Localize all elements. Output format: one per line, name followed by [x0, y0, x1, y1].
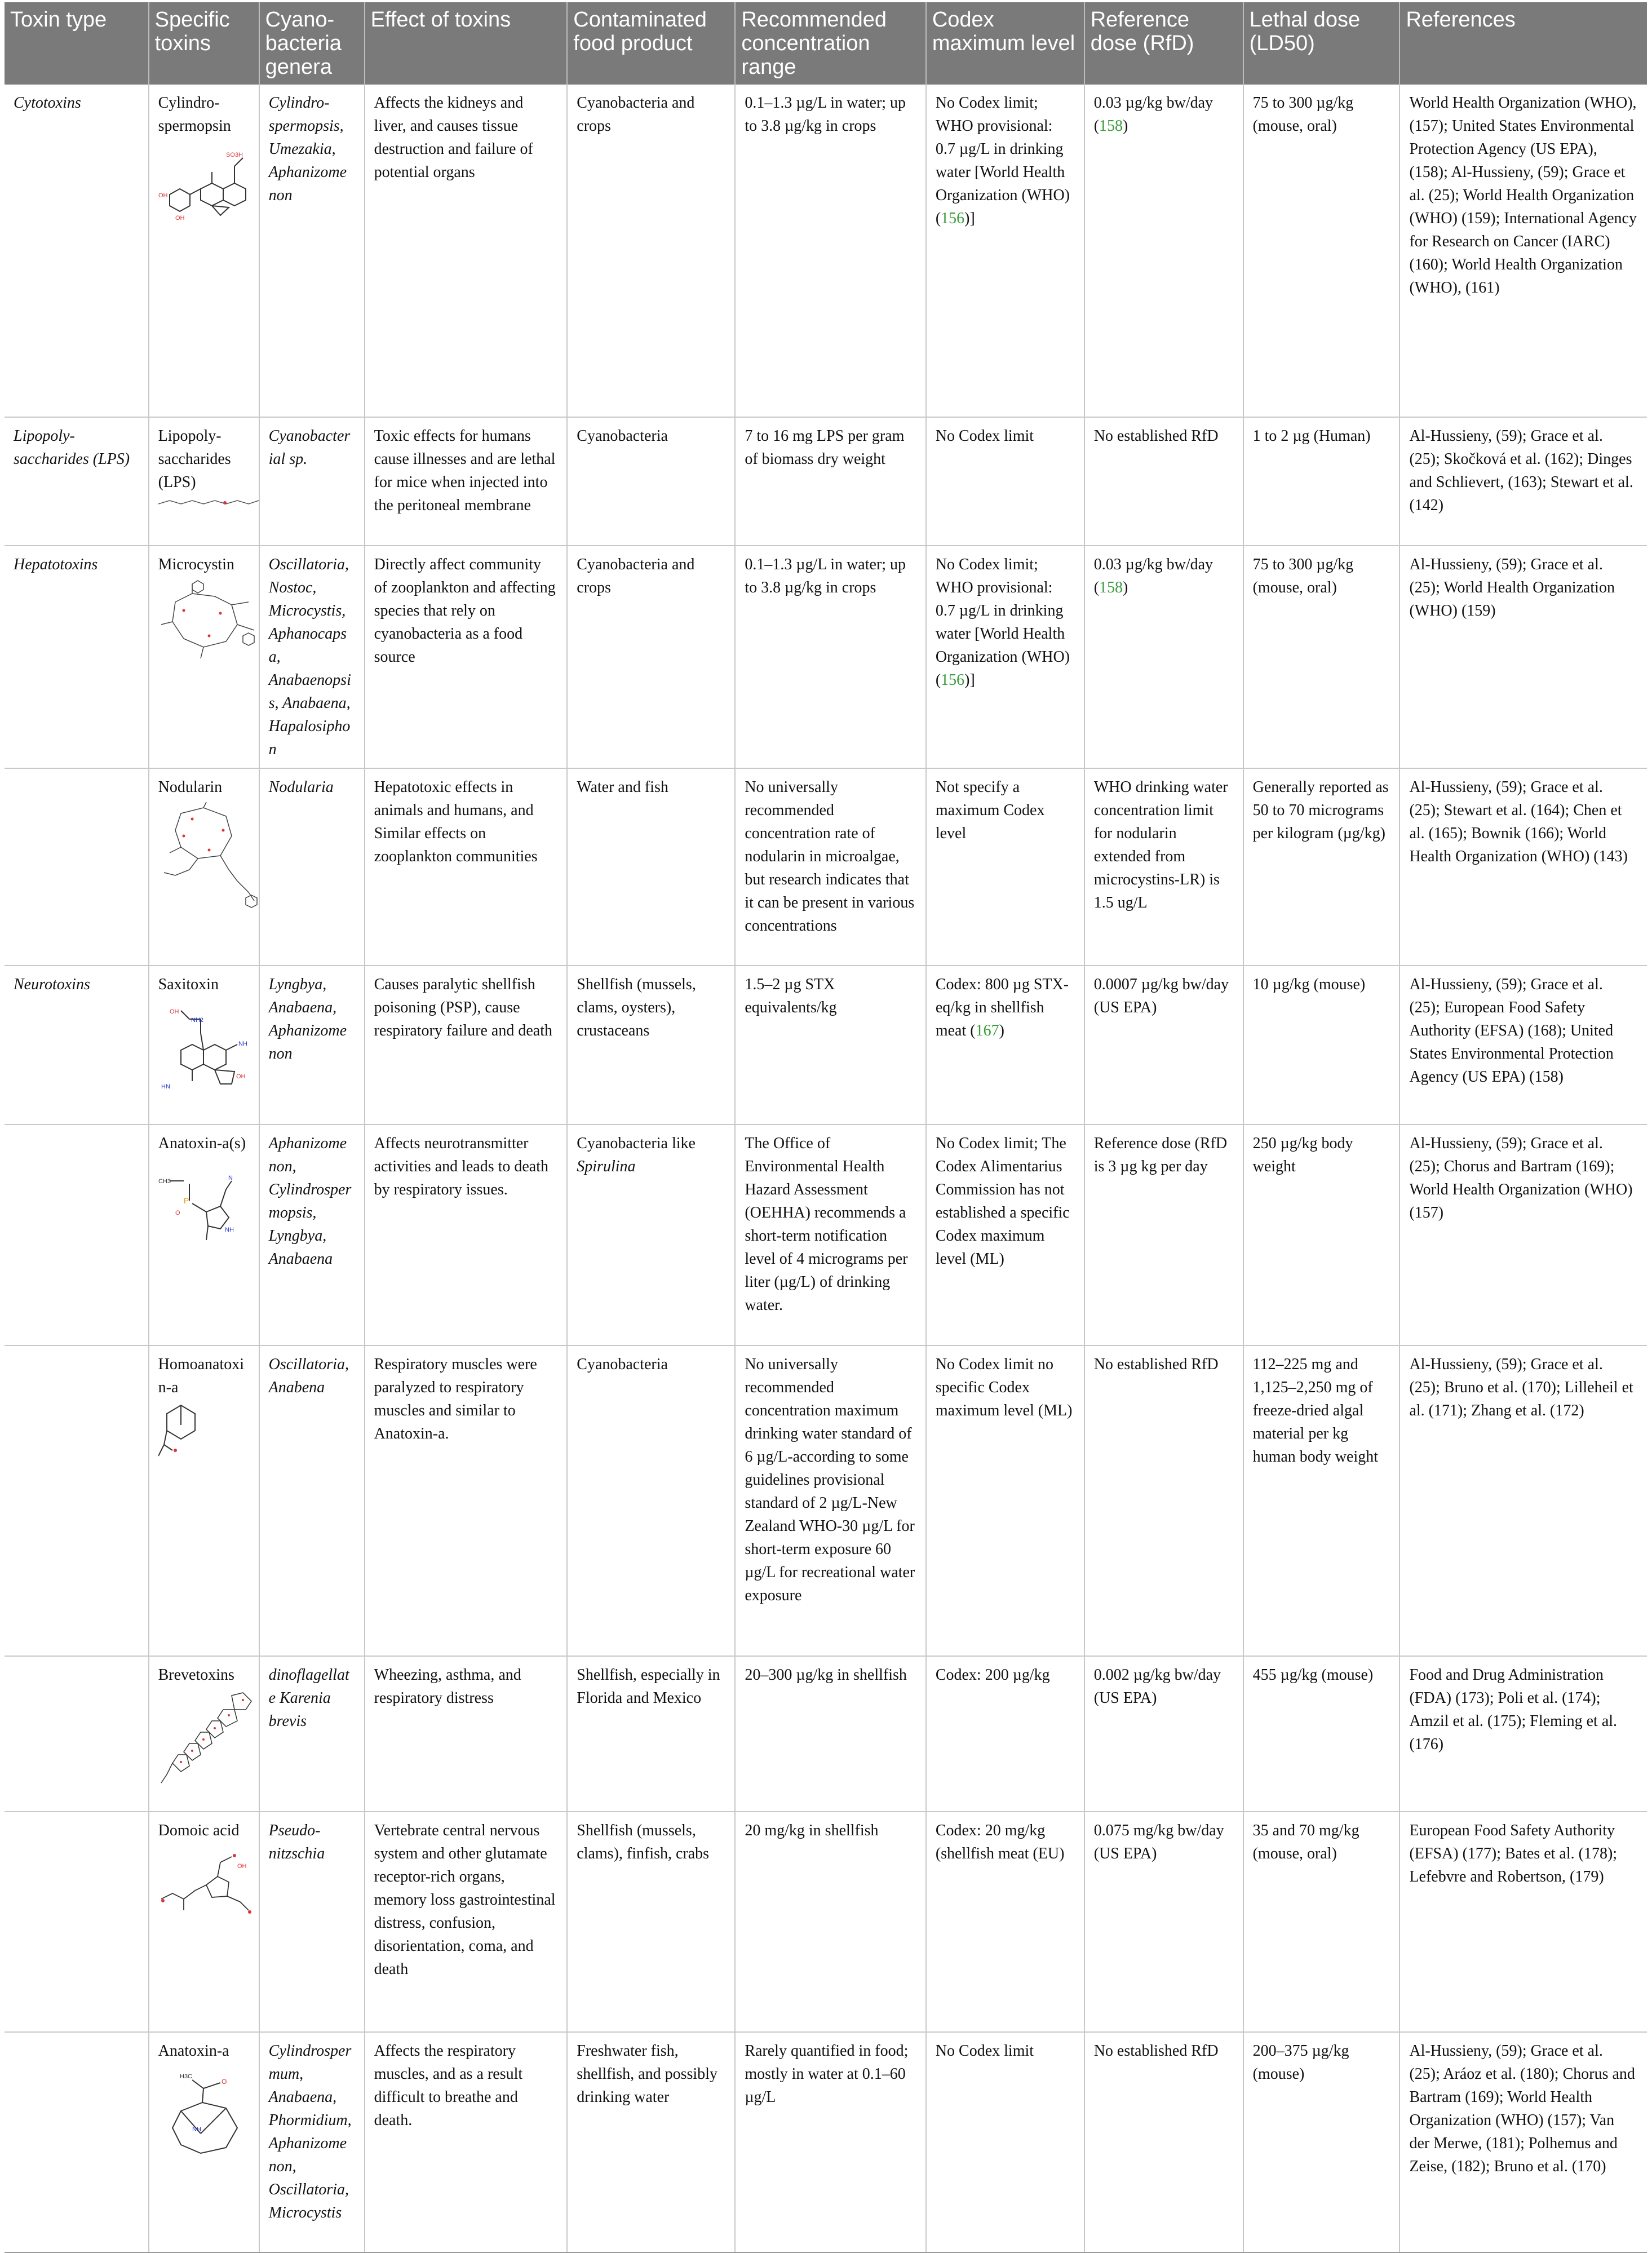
codex-cell [926, 85, 1084, 417]
specific-toxin-cell [149, 966, 259, 1125]
ana-s-ch3-label: CH3 [158, 1178, 171, 1185]
concentration-cell: No universally recommended concentration maximum drinking water standard of 6 µg/L-according to some guidelines provisional standard of 2 µg/L-New Zealand WHO-30 µg/L for short-term exposure 60 µg/L for recreational water exposure [735, 1345, 925, 1656]
table-row [5, 1812, 1647, 2032]
food-cell: Cyanobacteria [567, 417, 735, 546]
table-row [5, 2032, 1647, 2252]
genera-cell: Pseudo-nitzschia [259, 1812, 365, 2032]
codex-text-end: ) [999, 1022, 1004, 1039]
sax-oh2-label: OH [236, 1073, 246, 1080]
food-cell [567, 1125, 735, 1345]
toxin-table [5, 2, 1647, 2253]
toxin-type-cell: Neurotoxins [5, 966, 149, 1125]
header-codex: Codex maximum level [926, 2, 1084, 85]
rfd-cell: 0.0007 µg/kg bw/day (US EPA) [1084, 966, 1243, 1125]
rfd-text: 0.03 µg/kg bw/day ( [1093, 556, 1213, 596]
sax-oh-label: OH [169, 1008, 179, 1015]
effect-cell: Hepatotoxic effects in animals and humans, and Similar effects on zooplankton communities [365, 768, 568, 966]
codex-cell: No Codex limit; The Codex Alimentarius Commission has not established a specific Codex maximum level (ML) [926, 1125, 1084, 1345]
toxin-name: Domoic acid [158, 1822, 240, 1839]
header-references: References [1399, 2, 1647, 85]
effect-cell: Directly affect community of zooplankton and affecting species that rely on cyanobacteria as a food source [365, 546, 568, 768]
table-header-row [5, 2, 1647, 85]
toxin-type-cell: Cytotoxins [5, 85, 149, 417]
ld50-cell: 1 to 2 µg (Human) [1243, 417, 1400, 546]
food-text-italic: Spirulina [577, 1158, 636, 1175]
toxin-name: Lipopoly-saccharides (LPS) [158, 427, 231, 491]
codex-cell: No Codex limit no specific Codex maximum level (ML) [926, 1345, 1084, 1656]
table-row [5, 768, 1647, 966]
homoanatoxin-structure-icon [158, 1402, 249, 1459]
lps-structure-icon [158, 497, 249, 508]
ld50-cell: 250 µg/kg body weight [1243, 1125, 1400, 1345]
toxin-type-cell [5, 1345, 149, 1656]
rfd-text-end: ) [1123, 579, 1128, 596]
toxin-type-cell [5, 1812, 149, 2032]
toxin-type-cell [5, 768, 149, 966]
rfd-cell: Reference dose (RfD is 3 µg kg per day [1084, 1125, 1243, 1345]
table-row [5, 417, 1647, 546]
genera-cell: Lyngbya, Anabaena, Aphanizomenon [259, 966, 365, 1125]
nodularin-structure-icon [158, 802, 249, 915]
cyl-so3h-label: SO3H [225, 152, 243, 158]
toxin-type-cell: Lipopoly-saccharides (LPS) [5, 417, 149, 546]
codex-cell: No Codex limit [926, 2032, 1084, 2252]
codex-text-end: )] [964, 671, 975, 689]
food-cell: Shellfish (mussels, clams, oysters), crustaceans [567, 966, 735, 1125]
dom-oh-label: OH [237, 1863, 247, 1870]
rfd-cell: No established RfD [1084, 1345, 1243, 1656]
cylindrospermopsin-structure-icon [158, 141, 249, 225]
domoic-acid-structure-icon [158, 1845, 249, 1924]
food-cell: Water and fish [567, 768, 735, 966]
rfd-text-end: ) [1123, 117, 1128, 135]
rfd-cell: 0.075 mg/kg bw/day (US EPA) [1084, 1812, 1243, 2032]
concentration-cell: 20–300 µg/kg in shellfish [735, 1656, 925, 1812]
concentration-cell: 0.1–1.3 µg/L in water; up to 3.8 µg/kg in crops [735, 85, 925, 417]
references-cell: Al-Hussieny, (59); Grace et al. (25); World Health Organization (WHO) (159) [1399, 546, 1647, 768]
references-cell: World Health Organization (WHO), (157); United States Environmental Protection Agency (US EPA), (158); Al-Hussieny, (59); Grace et al. (25); World Health Organization (WHO) (159); International Agency for Research on Cancer (IARC) (160); World Health Organization (WHO), (161) [1399, 85, 1647, 417]
ana-s-nh-label: NH [224, 1227, 234, 1233]
specific-toxin-cell [149, 768, 259, 966]
ld50-cell: 455 µg/kg (mouse) [1243, 1656, 1400, 1812]
ld50-cell: 112–225 mg and 1,125–2,250 mg of freeze-dried algal material per kg human body weight [1243, 1345, 1400, 1656]
codex-cell: No Codex limit [926, 417, 1084, 546]
header-toxin-type: Toxin type [5, 2, 149, 85]
table-row [5, 1656, 1647, 1812]
effect-cell: Affects the kidneys and liver, and causes tissue destruction and failure of potential organs [365, 85, 568, 417]
effect-cell: Affects neurotransmitter activities and leads to death by respiratory issues. [365, 1125, 568, 1345]
codex-text: No Codex limit; WHO provisional: 0.7 µg/L in drinking water [World Health Organization (WHO) ( [935, 556, 1070, 689]
codex-text: No Codex limit; WHO provisional: 0.7 µg/L in drinking water [World Health Organization (WHO) ( [935, 94, 1070, 227]
specific-toxin-cell [149, 1125, 259, 1345]
genera-cell [259, 417, 365, 546]
concentration-cell: 7 to 16 mg LPS per gram of biomass dry weight [735, 417, 925, 546]
ana-s-o-label: O [175, 1210, 180, 1216]
header-genera: Cyano-bacteria genera [259, 2, 365, 85]
anatoxin-a-structure-icon [158, 2066, 249, 2162]
references-cell: Al-Hussieny, (59); Grace et al. (25); Skočková et al. (162); Dinges and Schlievert, (163); Stewart et al. (142) [1399, 417, 1647, 546]
references-cell: Al-Hussieny, (59); Grace et al. (25); European Food Safety Authority (EFSA) (168); United States Environmental Protection Agency (US EPA) (158) [1399, 966, 1647, 1125]
concentration-cell: 1.5–2 µg STX equivalents/kg [735, 966, 925, 1125]
genera-cell: Nodularia [259, 768, 365, 966]
ld50-cell: 75 to 300 µg/kg (mouse, oral) [1243, 546, 1400, 768]
effect-cell: Toxic effects for humans cause illnesses and are lethal for mice when injected into the peritoneal membrane [365, 417, 568, 546]
codex-cell: Not specify a maximum Codex level [926, 768, 1084, 966]
genera-cell: Oscillatoria, Nostoc, Microcystis, Aphanocapsa, Anabaenopsis, Anabaena, Hapalosiphon [259, 546, 365, 768]
references-cell: Al-Hussieny, (59); Grace et al. (25); Stewart et al. (164); Chen et al. (165); Bownik (166); World Health Organization (WHO) (143) [1399, 768, 1647, 966]
header-food: Contaminated food product [567, 2, 735, 85]
header-specific-toxins: Specific toxins [149, 2, 259, 85]
specific-toxin-cell [149, 1812, 259, 2032]
references-cell: Al-Hussieny, (59); Grace et al. (25); Aráoz et al. (180); Chorus and Bartram (169); World Health Organization (WHO) (157); Van der Merwe, (181); Polhemus and Zeise, (182); Bruno et al. (170) [1399, 2032, 1647, 2252]
specific-toxin-cell [149, 85, 259, 417]
effect-cell: Wheezing, asthma, and respiratory distress [365, 1656, 568, 1812]
citation-link[interactable]: 158 [1099, 117, 1123, 135]
rfd-cell: No established RfD [1084, 417, 1243, 546]
toxin-type-cell [5, 1125, 149, 1345]
ana-s-p-label: P [183, 1196, 189, 1205]
cyl-oh-label: OH [158, 192, 168, 199]
food-cell: Freshwater fish, shellfish, and possibly drinking water [567, 2032, 735, 2252]
references-cell: European Food Safety Authority (EFSA) (177); Bates et al. (178); Lefebvre and Robertson, (179) [1399, 1812, 1647, 2032]
references-cell: Al-Hussieny, (59); Grace et al. (25); Chorus and Bartram (169); World Health Organization (WHO) (157) [1399, 1125, 1647, 1345]
ana-s-n-label: N [228, 1175, 233, 1181]
genera-cell: Oscillatoria, Anabena [259, 1345, 365, 1656]
toxin-name: Brevetoxins [158, 1666, 234, 1684]
toxin-name: Anatoxin-a(s) [158, 1135, 246, 1152]
toxin-name: Saxitoxin [158, 976, 219, 993]
cyl-oh-label-2: OH [175, 215, 185, 222]
concentration-cell: Rarely quantified in food; mostly in water at 0.1–60 µg/L [735, 2032, 925, 2252]
concentration-cell: 0.1–1.3 µg/L in water; up to 3.8 µg/kg in crops [735, 546, 925, 768]
effect-cell: Causes paralytic shellfish poisoning (PSP), cause respiratory failure and death [365, 966, 568, 1125]
toxin-name: Anatoxin-a [158, 2042, 229, 2060]
specific-toxin-cell [149, 417, 259, 546]
header-effect: Effect of toxins [365, 2, 568, 85]
references-cell: Food and Drug Administration (FDA) (173); Poli et al. (174); Amzil et al. (175); Fleming et al. (176) [1399, 1656, 1647, 1812]
food-cell: Cyanobacteria [567, 1345, 735, 1656]
header-concentration: Recommended concentration range [735, 2, 925, 85]
rfd-cell: 0.002 µg/kg bw/day (US EPA) [1084, 1656, 1243, 1812]
codex-cell: Codex: 20 mg/kg (shellfish meat (EU) [926, 1812, 1084, 2032]
codex-text: Codex: 800 µg STX-eq/kg in shellfish meat ( [935, 976, 1069, 1039]
citation-link[interactable]: 156 [941, 671, 965, 689]
sax-hn-label: HN [161, 1083, 170, 1090]
food-cell: Cyanobacteria and crops [567, 85, 735, 417]
toxin-name: Nodularin [158, 778, 223, 796]
codex-cell [926, 546, 1084, 768]
header-ld50: Lethal dose (LD50) [1243, 2, 1400, 85]
references-cell: Al-Hussieny, (59); Grace et al. (25); Bruno et al. (170); Lilleheil et al. (171); Zhang et al. (172) [1399, 1345, 1647, 1656]
rfd-cell [1084, 546, 1243, 768]
codex-text-end: )] [964, 210, 975, 227]
toxin-type-cell [5, 2032, 149, 2252]
concentration-cell: No universally recommended concentration rate of nodularin in microalgae, but research indicates that it can be present in various concentrations [735, 768, 925, 966]
concentration-cell: The Office of Environmental Health Hazard Assessment (OEHHA) recommends a short-term notification level of 4 micrograms per liter (µg/L) of drinking water. [735, 1125, 925, 1345]
food-cell: Shellfish, especially in Florida and Mexico [567, 1656, 735, 1812]
genera-cell: Cylindro-spermopsis, Umezakia, Aphanizomenon [259, 85, 365, 417]
food-text: Cyanobacteria like [577, 1135, 696, 1152]
sax-nh-label: NH [238, 1041, 247, 1047]
ld50-cell: 10 µg/kg (mouse) [1243, 966, 1400, 1125]
anatoxin-as-structure-icon [158, 1158, 249, 1254]
ld50-cell: Generally reported as 50 to 70 micrograms per kilogram (µg/kg) [1243, 768, 1400, 966]
toxin-name: Cylindro-spermopsin [158, 94, 231, 135]
microcystin-structure-icon [158, 579, 249, 664]
toxin-name: Microcystin [158, 556, 234, 573]
anaa-nh-label: NH [192, 2126, 201, 2133]
toxin-type-cell: Hepatotoxins [5, 546, 149, 768]
effect-cell: Respiratory muscles were paralyzed to respiratory muscles and similar to Anatoxin-a. [365, 1345, 568, 1656]
food-cell: Cyanobacteria and crops [567, 546, 735, 768]
food-cell: Shellfish (mussels, clams), finfish, crabs [567, 1812, 735, 2032]
rfd-cell [1084, 85, 1243, 417]
ld50-cell: 200–375 µg/kg (mouse) [1243, 2032, 1400, 2252]
specific-toxin-cell [149, 1656, 259, 1812]
effect-cell: Affects the respiratory muscles, and as a result difficult to breathe and death. [365, 2032, 568, 2252]
table-row [5, 85, 1647, 417]
genera-cell: Cylindrospermum, Anabaena, Phormidium, Aphanizomenon, Oscillatoria, Microcystis [259, 2032, 365, 2252]
codex-cell: Codex: 200 µg/kg [926, 1656, 1084, 1812]
toxin-table-container [5, 2, 1647, 2253]
codex-cell [926, 966, 1084, 1125]
genera-text: Cyanobacterial sp. [268, 427, 351, 468]
rfd-cell: No established RfD [1084, 2032, 1243, 2252]
table-row [5, 1345, 1647, 1656]
specific-toxin-cell [149, 1345, 259, 1656]
brevetoxin-structure-icon [158, 1690, 249, 1791]
genera-cell: dinoflagellate Karenia brevis [259, 1656, 365, 1812]
specific-toxin-cell [149, 2032, 259, 2252]
citation-link[interactable]: 167 [975, 1022, 999, 1039]
header-rfd: Reference dose (RfD) [1084, 2, 1243, 85]
citation-link[interactable]: 158 [1099, 579, 1123, 596]
anaa-o-label: O [221, 2078, 227, 2086]
anaa-h3c-label: H3C [179, 2073, 192, 2080]
toxin-name: Homoanatoxin-a [158, 1356, 245, 1396]
table-row [5, 966, 1647, 1125]
effect-cell: Vertebrate central nervous system and other glutamate receptor-rich organs, memory loss gastrointestinal distress, confusion, disorientation, coma, and death [365, 1812, 568, 2032]
genera-cell: Aphanizomenon, Cylindrospermopsis, Lyngbya, Anabaena [259, 1125, 365, 1345]
saxitoxin-structure-icon [158, 999, 249, 1101]
rfd-cell: WHO drinking water concentration limit for nodularin extended from microcystins-LR) is 1.5 ug/L [1084, 768, 1243, 966]
ld50-cell: 75 to 300 µg/kg (mouse, oral) [1243, 85, 1400, 417]
concentration-cell: 20 mg/kg in shellfish [735, 1812, 925, 2032]
sax-nh2-label: NH2 [191, 1017, 203, 1024]
table-row [5, 546, 1647, 768]
ld50-cell: 35 and 70 mg/kg (mouse, oral) [1243, 1812, 1400, 2032]
rfd-text: 0.03 µg/kg bw/day ( [1093, 94, 1213, 135]
citation-link[interactable]: 156 [941, 210, 965, 227]
toxin-type-cell [5, 1656, 149, 1812]
specific-toxin-cell [149, 546, 259, 768]
table-row [5, 1125, 1647, 1345]
